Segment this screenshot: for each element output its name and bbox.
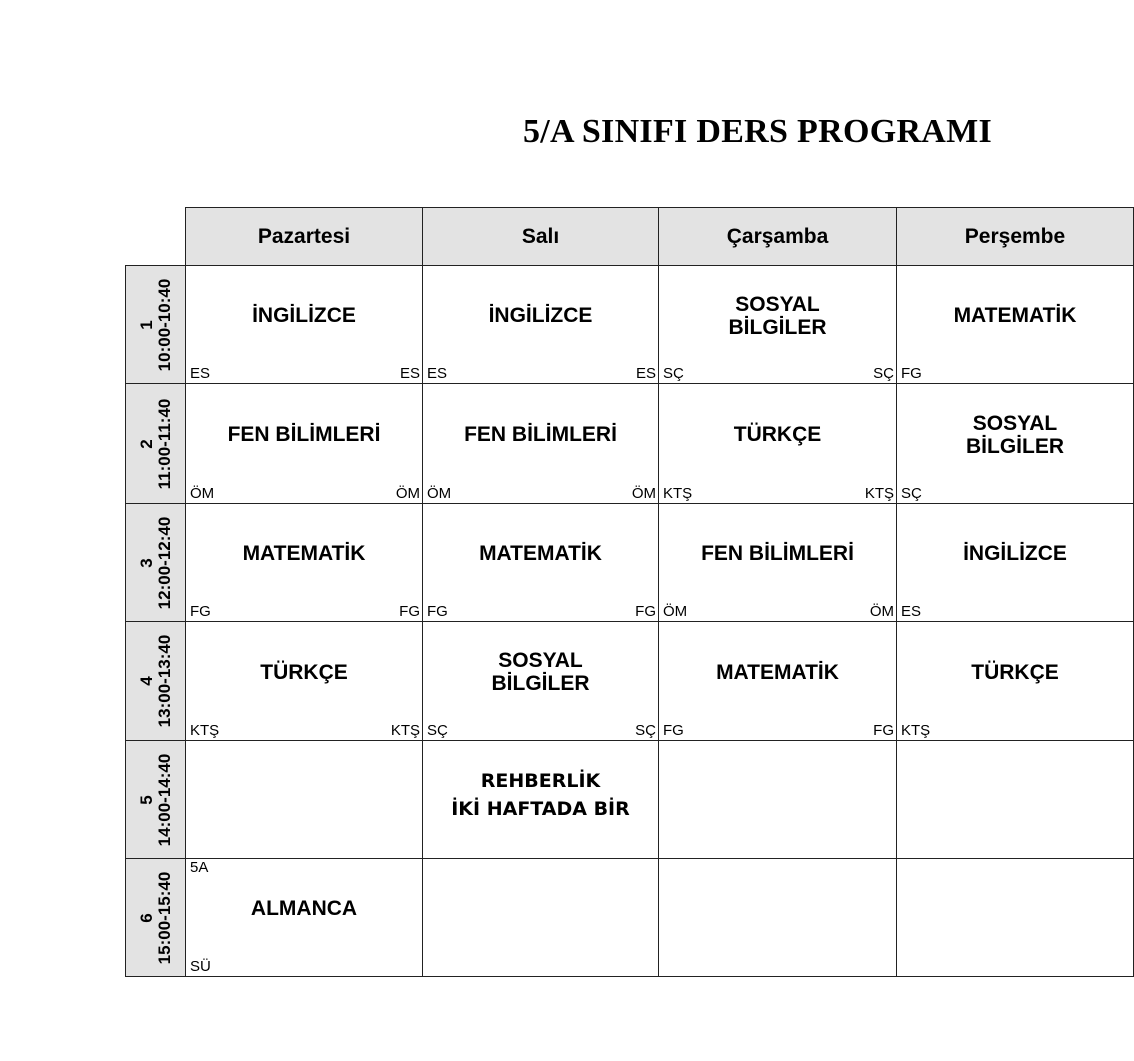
lesson-cell: [658, 265, 897, 384]
period-time: 13:00-13:40: [154, 634, 174, 728]
teacher-initials-left: SÇ: [663, 365, 684, 382]
period-header-6: [125, 858, 186, 977]
teacher-initials-right: FG: [873, 722, 894, 739]
lesson-cell: [422, 858, 659, 977]
period-time: 14:00-14:40: [154, 753, 174, 846]
teacher-initials-left: FG: [427, 603, 448, 620]
period-label: [138, 635, 174, 728]
lesson-cell: [658, 621, 897, 741]
period-label: [138, 278, 174, 371]
subject-name: İNGİLİZCE: [963, 542, 1067, 565]
teacher-initials-left: ÖM: [663, 603, 688, 620]
lesson-cell: [658, 858, 897, 977]
teacher-initials-right: SÇ: [635, 722, 656, 739]
teacher-initials-left: FG: [190, 603, 211, 620]
teacher-initials-left: KTŞ: [190, 722, 220, 739]
teacher-initials-left: FG: [901, 365, 922, 382]
period-header-1: [125, 265, 186, 384]
period-number: 2: [136, 438, 156, 449]
subject-name: REHBERLİK İKİ HAFTADA BİR: [451, 769, 630, 820]
lesson-cell: [422, 503, 659, 622]
day-header-1: Pazartesi: [185, 207, 423, 266]
subject-name: [897, 859, 1133, 958]
subject-name: MATEMATİK: [716, 660, 839, 684]
period-header-3: [125, 503, 186, 622]
lesson-cell: [185, 858, 423, 977]
subject-name: [897, 741, 1133, 840]
subject-name: TÜRKÇE: [260, 660, 348, 684]
period-header-4: [125, 621, 186, 741]
period-number: 4: [136, 676, 156, 686]
lesson-cell: [422, 265, 659, 384]
teacher-initials-left: SÇ: [427, 722, 448, 739]
subject-name: MATEMATİK: [242, 542, 366, 565]
period-number: 5: [136, 794, 156, 805]
teacher-initials-right: ÖM: [395, 485, 420, 502]
lesson-cell: [658, 740, 897, 859]
period-header-2: [125, 383, 186, 504]
subject-name: TÜRKÇE: [733, 423, 822, 446]
teacher-initials-right: ES: [399, 365, 420, 382]
subject-name: ALMANCA: [250, 897, 358, 920]
teacher-initials-right: SÇ: [873, 365, 894, 382]
teacher-initials-left: ES: [190, 365, 211, 382]
period-time: 10:00-10:40: [154, 278, 174, 371]
period-number: 3: [136, 557, 156, 568]
period-header-5: [125, 740, 186, 859]
teacher-initials-right: FG: [399, 603, 420, 620]
lesson-cell: [185, 383, 423, 504]
teacher-initials-left: SÜ: [190, 958, 211, 975]
lesson-cell: [896, 621, 1134, 741]
subject-name: [659, 859, 896, 958]
subject-name: FEN BİLİMLERİ: [227, 423, 381, 446]
period-time: 12:00-12:40: [154, 516, 174, 609]
day-header-4: Perşembe: [896, 207, 1134, 266]
day-header-2: Salı: [422, 207, 659, 266]
teacher-initials-right: KTŞ: [390, 722, 420, 739]
teacher-initials-left: ÖM: [427, 485, 452, 502]
period-label: [138, 753, 174, 846]
subject-name: İNGİLİZCE: [252, 304, 356, 327]
lesson-cell: [896, 858, 1134, 977]
teacher-initials-right: FG: [635, 603, 656, 620]
lesson-cell: [896, 503, 1134, 622]
teacher-initials-right: ÖM: [631, 485, 656, 502]
lesson-cell: [896, 740, 1134, 859]
lesson-cell: [422, 740, 659, 859]
teacher-initials-left: KTŞ: [901, 722, 931, 739]
period-number: 1: [136, 319, 156, 330]
teacher-initials-right: ES: [635, 365, 656, 382]
lesson-cell: [658, 503, 897, 622]
teacher-initials-left: ES: [427, 365, 448, 382]
subject-name: [186, 741, 422, 840]
teacher-initials-left: ES: [901, 603, 922, 620]
lesson-cell: [422, 383, 659, 504]
teacher-initials-left: FG: [663, 722, 684, 739]
period-label: [138, 516, 174, 609]
subject-name: MATEMATİK: [479, 542, 602, 565]
lesson-cell: [658, 383, 897, 504]
teacher-initials-right: KTŞ: [864, 485, 894, 502]
page-title: 5/A SINIFI DERS PROGRAMI: [523, 113, 993, 150]
subject-name: FEN BİLİMLERİ: [464, 423, 617, 446]
period-label: [138, 398, 174, 489]
subject-name: MATEMATİK: [953, 304, 1077, 327]
day-header-3: Çarşamba: [658, 207, 897, 266]
subject-name: [423, 859, 658, 958]
teacher-initials-left: SÇ: [901, 485, 922, 502]
subject-name: [659, 741, 896, 840]
period-time: 11:00-11:40: [154, 398, 174, 489]
subject-name: TÜRKÇE: [971, 660, 1059, 684]
lesson-cell: [185, 621, 423, 741]
period-time: 15:00-15:40: [154, 871, 174, 964]
teacher-initials-left: ÖM: [190, 485, 215, 502]
lesson-cell: [185, 265, 423, 384]
subject-name: FEN BİLİMLERİ: [701, 542, 854, 565]
lesson-cell: [896, 265, 1134, 384]
subject-name: İNGİLİZCE: [488, 304, 593, 327]
teacher-initials-left: KTŞ: [663, 485, 693, 502]
period-label: [138, 871, 174, 964]
subject-name: SOSYAL BİLGİLER: [966, 411, 1064, 458]
lesson-cell: [896, 383, 1134, 504]
lesson-cell: [185, 740, 423, 859]
period-number: 6: [136, 912, 156, 923]
teacher-initials-right: ÖM: [869, 603, 894, 620]
class-code: 5A: [190, 859, 209, 876]
subject-name: SOSYAL BİLGİLER: [728, 292, 827, 339]
lesson-cell: [422, 621, 659, 741]
subject-name: SOSYAL BİLGİLER: [491, 649, 590, 695]
lesson-cell: [185, 503, 423, 622]
